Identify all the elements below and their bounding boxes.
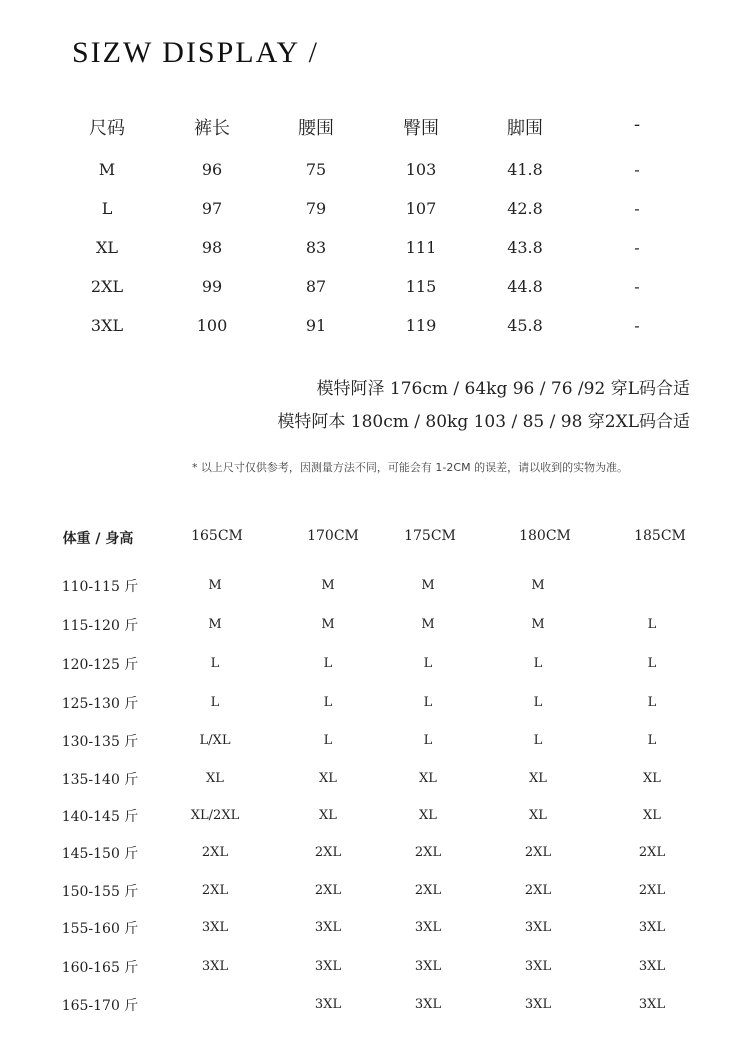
fit-size-cell: 3XL <box>314 920 342 935</box>
fit-size-cell: L/XL <box>199 733 231 748</box>
fit-size-cell: 3XL <box>414 959 442 974</box>
header-length: 裤长 <box>194 118 230 139</box>
size-cell: 45.8 <box>507 316 543 335</box>
fit-size-cell: L <box>323 695 333 710</box>
fit-size-cell: M <box>321 578 335 593</box>
height-header: 180CM <box>519 528 571 544</box>
size-cell: 75 <box>305 160 327 179</box>
size-cell: - <box>634 277 640 296</box>
fit-size-cell: 3XL <box>414 997 442 1012</box>
fit-size-cell: 2XL <box>314 883 342 898</box>
size-cell: 44.8 <box>507 277 543 296</box>
size-cell: 96 <box>201 160 223 179</box>
fit-size-cell: 3XL <box>201 920 229 935</box>
fit-size-cell: XL <box>643 771 661 786</box>
fit-size-cell: XL <box>319 771 337 786</box>
size-cell: L <box>101 199 113 218</box>
weight-label: 115-120 斤 <box>61 618 139 634</box>
fit-size-cell: 2XL <box>414 883 442 898</box>
weight-label: 125-130 斤 <box>61 696 139 712</box>
fit-size-cell: XL <box>529 771 547 786</box>
fit-size-cell: XL <box>529 808 547 823</box>
size-cell: 107 <box>405 199 437 218</box>
height-header: 165CM <box>191 528 243 544</box>
size-cell: 99 <box>201 277 223 296</box>
page-title: SIZW DISPLAY / <box>72 36 319 69</box>
size-cell: 83 <box>305 238 327 257</box>
size-cell: 97 <box>201 199 223 218</box>
size-cell: 115 <box>405 277 437 296</box>
fit-size-cell: XL <box>319 808 337 823</box>
fit-size-cell: L <box>423 695 433 710</box>
fit-size-cell: 3XL <box>638 959 666 974</box>
fit-size-cell: 3XL <box>314 959 342 974</box>
weight-label: 110-115 斤 <box>61 579 139 595</box>
weight-label: 140-145 斤 <box>61 809 139 825</box>
fit-size-cell: L <box>647 617 657 632</box>
weight-label: 145-150 斤 <box>61 846 139 862</box>
fit-size-cell: 2XL <box>201 883 229 898</box>
header-hem: 脚围 <box>507 118 543 139</box>
size-cell: 111 <box>405 238 437 257</box>
header-size: 尺码 <box>89 118 125 139</box>
fit-size-cell: 2XL <box>524 883 552 898</box>
fit-size-cell: L <box>210 695 220 710</box>
size-cell: 119 <box>405 316 437 335</box>
fit-size-cell: 2XL <box>638 845 666 860</box>
fit-size-cell: M <box>208 578 222 593</box>
model-info-1: 模特阿泽 176cm / 64kg 96 / 76 /92 穿L码合适 <box>316 379 690 399</box>
fit-size-cell: 3XL <box>524 920 552 935</box>
height-header: 175CM <box>404 528 456 544</box>
fit-size-cell: L <box>647 733 657 748</box>
header-hip: 臀围 <box>403 118 439 139</box>
fit-size-cell: L <box>423 733 433 748</box>
fit-size-cell: XL <box>643 808 661 823</box>
fit-size-cell: L <box>533 733 543 748</box>
fit-size-cell: L <box>533 695 543 710</box>
size-cell: 42.8 <box>507 199 543 218</box>
fit-size-cell: 2XL <box>314 845 342 860</box>
size-cell: 100 <box>196 316 228 335</box>
fit-size-cell: M <box>421 617 435 632</box>
fit-size-cell: 3XL <box>638 920 666 935</box>
fit-size-cell: XL <box>419 771 437 786</box>
size-cell: XL <box>95 238 119 257</box>
weight-label: 130-135 斤 <box>61 734 139 750</box>
fit-size-cell: L <box>323 656 333 671</box>
fit-size-cell: 2XL <box>524 845 552 860</box>
fit-size-cell: M <box>531 578 545 593</box>
fit-size-cell: L <box>323 733 333 748</box>
weight-label: 120-125 斤 <box>61 657 139 673</box>
fit-size-cell: M <box>421 578 435 593</box>
header-blank: - <box>633 114 641 135</box>
fit-size-cell: L <box>533 656 543 671</box>
size-cell: 43.8 <box>507 238 543 257</box>
fit-size-cell: 3XL <box>524 997 552 1012</box>
size-cell: 41.8 <box>507 160 543 179</box>
size-cell: 3XL <box>90 316 124 335</box>
fit-size-cell: M <box>208 617 222 632</box>
fit-corner-label: 体重 / 身高 <box>62 531 134 547</box>
fit-size-cell: XL <box>419 808 437 823</box>
size-cell: 103 <box>405 160 437 179</box>
size-cell: - <box>634 238 640 257</box>
weight-label: 160-165 斤 <box>61 960 139 976</box>
fit-size-cell: 3XL <box>414 920 442 935</box>
fit-size-cell: L <box>647 656 657 671</box>
header-waist: 腰围 <box>298 118 334 139</box>
fit-size-cell: XL/2XL <box>190 808 240 823</box>
size-cell: 91 <box>305 316 327 335</box>
fit-size-cell: 3XL <box>201 959 229 974</box>
measurement-note: * 以上尺寸仅供参考，因测量方法不同，可能会有 1-2CM 的误差，请以收到的实物为准。 <box>191 461 629 474</box>
model-info-2: 模特阿本 180cm / 80kg 103 / 85 / 98 穿2XL码合适 <box>277 412 690 432</box>
fit-size-cell: 2XL <box>414 845 442 860</box>
size-cell: - <box>634 316 640 335</box>
fit-size-cell: L <box>423 656 433 671</box>
fit-size-cell: L <box>647 695 657 710</box>
size-cell: 79 <box>305 199 327 218</box>
size-cell: - <box>634 160 640 179</box>
size-cell: - <box>634 199 640 218</box>
fit-size-cell: M <box>531 617 545 632</box>
weight-label: 155-160 斤 <box>61 921 139 937</box>
fit-size-cell: M <box>321 617 335 632</box>
size-cell: 98 <box>201 238 223 257</box>
size-cell: 87 <box>305 277 327 296</box>
weight-label: 165-170 斤 <box>61 998 139 1014</box>
weight-label: 135-140 斤 <box>61 772 139 788</box>
fit-size-cell: L <box>210 656 220 671</box>
size-cell: 2XL <box>90 277 124 296</box>
fit-size-cell: 3XL <box>638 997 666 1012</box>
height-header: 170CM <box>307 528 359 544</box>
size-cell: M <box>98 160 116 179</box>
fit-size-cell: 3XL <box>314 997 342 1012</box>
fit-size-cell: 2XL <box>201 845 229 860</box>
fit-size-cell: 3XL <box>524 959 552 974</box>
weight-label: 150-155 斤 <box>61 884 139 900</box>
fit-size-cell: XL <box>206 771 224 786</box>
fit-size-cell: 2XL <box>638 883 666 898</box>
height-header: 185CM <box>634 528 686 544</box>
